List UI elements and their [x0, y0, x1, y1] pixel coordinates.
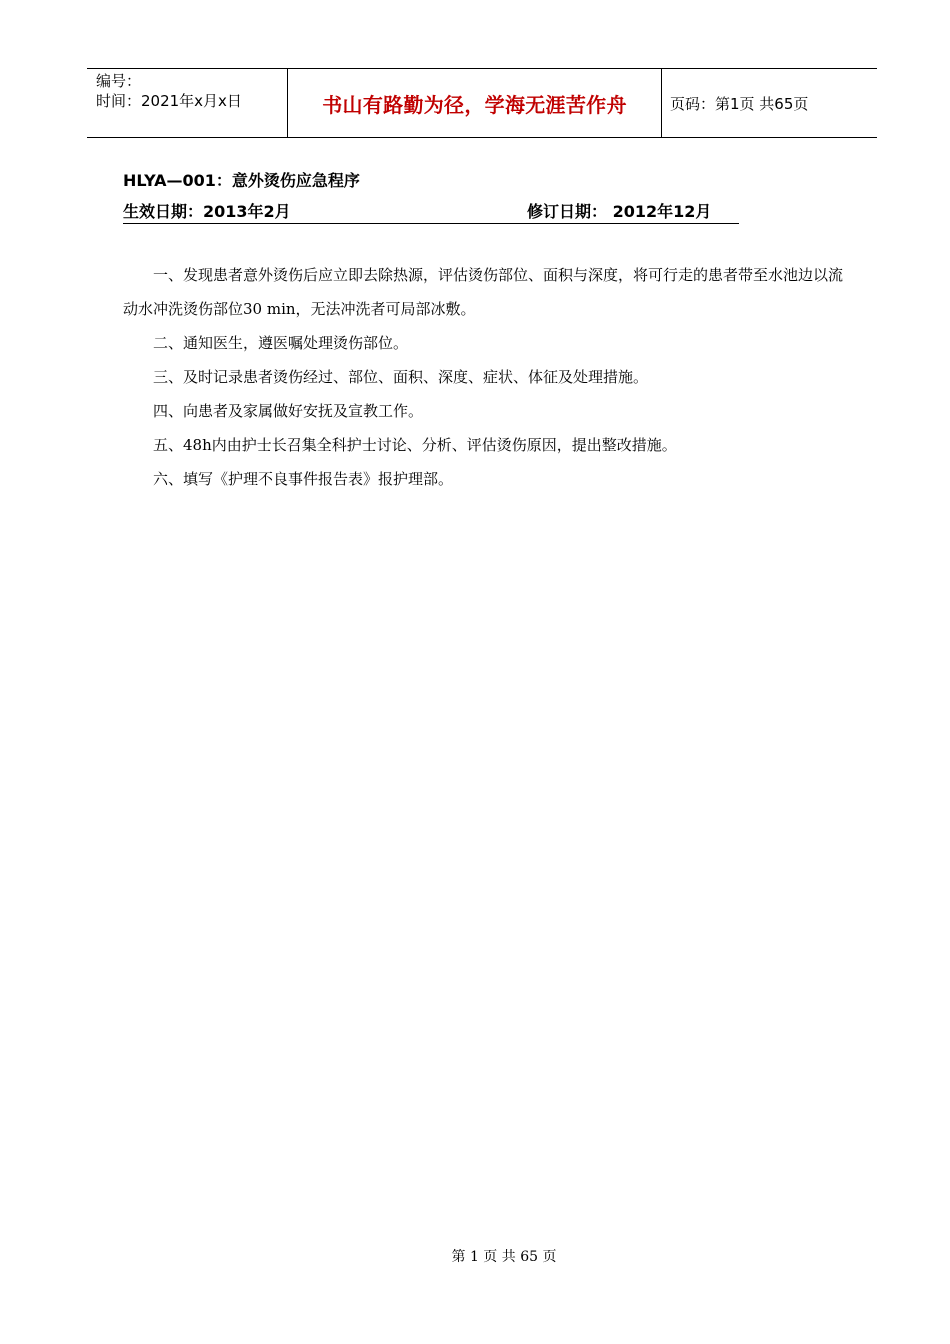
procedure-step-1: 一、发现患者意外烫伤后应立即去除热源，评估烫伤部位、面积与深度，将可行走的患者带至水池边以流动水冲洗烫伤部位30 min，无法冲洗者可局部冰敷。 — [123, 266, 844, 318]
revised-date: 修订日期： 2012年12月 — [527, 202, 712, 221]
document-number-label: 编号： — [96, 72, 142, 90]
procedure-body — [123, 258, 843, 496]
procedure-step-5: 五、48h内由护士长召集全科护士讨论、分析、评估烫伤原因，提出整改措施。 — [153, 436, 677, 454]
effective-date: 生效日期：2013年2月 — [123, 202, 291, 221]
document-time-label: 时间：2021年x月x日 — [96, 92, 242, 110]
header-motto: 书山有路勤为径，学海无涯苦作舟 — [288, 69, 662, 137]
header-info-cell — [87, 69, 288, 137]
procedure-step-6: 六、填写《护理不良事件报告表》报护理部。 — [153, 470, 454, 488]
header-page-number: 页码：第1页 共65页 — [670, 94, 809, 113]
dates-line — [123, 201, 739, 224]
procedure-step-4: 四、向患者及家属做好安抚及宣教工作。 — [153, 402, 424, 420]
header-table — [87, 68, 877, 138]
procedure-step-2: 二、通知医生，遵医嘱处理烫伤部位。 — [153, 334, 409, 352]
page-footer: 第 1 页 共 65 页 — [451, 1249, 557, 1265]
procedure-step-3: 三、及时记录患者烫伤经过、部位、面积、深度、症状、体征及处理措施。 — [153, 368, 649, 386]
document-title: HLYA—001：意外烫伤应急程序 — [123, 171, 360, 190]
